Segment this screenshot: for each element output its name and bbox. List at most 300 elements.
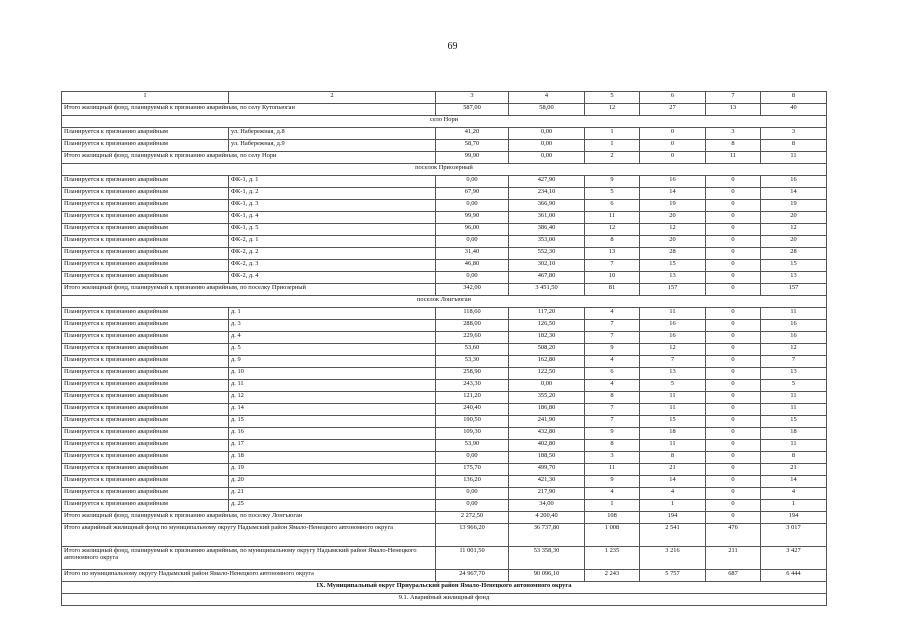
- value-cell: 8: [761, 140, 827, 152]
- category-cell: Планируется к признанию аварийным: [62, 344, 229, 356]
- value-cell: 19: [761, 200, 827, 212]
- table-row: [62, 380, 827, 392]
- value-cell: 46,80: [436, 260, 509, 272]
- value-cell: 11: [761, 152, 827, 164]
- category-cell: Планируется к признанию аварийным: [62, 308, 229, 320]
- value-cell: 7: [640, 356, 706, 368]
- total-row: [62, 104, 827, 116]
- address-cell: ФК-2, д. 4: [229, 272, 436, 284]
- value-cell: 0,00: [436, 176, 509, 188]
- total-label: Итого жилищный фонд, планируемый к признанию аварийным, по поселку Приозерный: [62, 284, 436, 296]
- value-cell: 552,30: [509, 248, 585, 260]
- value-cell: 11: [761, 404, 827, 416]
- address-cell: ФК-1, д. 5: [229, 224, 436, 236]
- category-cell: Планируется к признанию аварийным: [62, 464, 229, 476]
- value-cell: 508,20: [509, 344, 585, 356]
- value-cell: 11: [706, 152, 761, 164]
- value-cell: 476: [706, 524, 761, 547]
- value-cell: 175,70: [436, 464, 509, 476]
- table-row: [62, 464, 827, 476]
- value-cell: 0: [706, 452, 761, 464]
- value-cell: 4: [585, 488, 640, 500]
- value-cell: 11: [761, 440, 827, 452]
- value-cell: 11: [585, 212, 640, 224]
- category-cell: Планируется к признанию аварийным: [62, 128, 229, 140]
- value-cell: 1: [585, 500, 640, 512]
- value-cell: 53,90: [436, 440, 509, 452]
- address-cell: ФК-2, д. 3: [229, 260, 436, 272]
- value-cell: 8: [585, 392, 640, 404]
- value-cell: 11: [761, 308, 827, 320]
- table-body: [62, 92, 827, 606]
- value-cell: 1 235: [585, 547, 640, 570]
- value-cell: 6: [585, 368, 640, 380]
- value-cell: 28: [761, 248, 827, 260]
- value-cell: 5: [585, 188, 640, 200]
- value-cell: 11: [761, 392, 827, 404]
- value-cell: 90 096,10: [509, 570, 585, 582]
- value-cell: 0: [706, 284, 761, 296]
- value-cell: 3: [585, 452, 640, 464]
- value-cell: 427,90: [509, 176, 585, 188]
- column-number-cell: 4: [509, 92, 585, 104]
- value-cell: 31,40: [436, 248, 509, 260]
- value-cell: 3: [706, 128, 761, 140]
- address-cell: д. 17: [229, 440, 436, 452]
- value-cell: 6 444: [761, 570, 827, 582]
- value-cell: 8: [585, 440, 640, 452]
- value-cell: 0: [706, 356, 761, 368]
- section-heading: 9.1. Аварийный жилищный фонд: [62, 594, 827, 606]
- address-cell: ФК-1, д. 2: [229, 188, 436, 200]
- table-row: [62, 488, 827, 500]
- value-cell: 0: [706, 308, 761, 320]
- value-cell: 366,90: [509, 200, 585, 212]
- value-cell: 1 008: [585, 524, 640, 547]
- section-heading: село Нори: [62, 116, 827, 128]
- value-cell: 7: [585, 320, 640, 332]
- value-cell: 353,00: [509, 236, 585, 248]
- category-cell: Планируется к признанию аварийным: [62, 404, 229, 416]
- total-row: [62, 570, 827, 582]
- table-row: [62, 452, 827, 464]
- value-cell: 182,30: [509, 332, 585, 344]
- address-cell: ФК-1, д. 1: [229, 176, 436, 188]
- address-cell: д. 16: [229, 428, 436, 440]
- value-cell: 0: [706, 416, 761, 428]
- table-row: [62, 200, 827, 212]
- value-cell: 243,30: [436, 380, 509, 392]
- value-cell: 14: [761, 188, 827, 200]
- value-cell: 12: [761, 344, 827, 356]
- value-cell: 7: [761, 356, 827, 368]
- table-row: [62, 440, 827, 452]
- category-cell: Планируется к признанию аварийным: [62, 260, 229, 272]
- value-cell: 499,70: [509, 464, 585, 476]
- table-row: [62, 248, 827, 260]
- value-cell: 15: [761, 260, 827, 272]
- value-cell: 8: [585, 236, 640, 248]
- table-row: [62, 260, 827, 272]
- category-cell: Планируется к признанию аварийным: [62, 272, 229, 284]
- value-cell: 9: [585, 428, 640, 440]
- total-row: [62, 512, 827, 524]
- value-cell: 240,40: [436, 404, 509, 416]
- address-cell: д. 19: [229, 464, 436, 476]
- value-cell: 20: [640, 236, 706, 248]
- table-row: [62, 356, 827, 368]
- value-cell: 3 451,50: [509, 284, 585, 296]
- table-row: [62, 188, 827, 200]
- value-cell: 4: [585, 356, 640, 368]
- category-cell: Планируется к признанию аварийным: [62, 188, 229, 200]
- value-cell: 9: [585, 176, 640, 188]
- table-row: [62, 344, 827, 356]
- column-number-cell: 1: [62, 92, 229, 104]
- value-cell: 194: [640, 512, 706, 524]
- value-cell: 7: [585, 404, 640, 416]
- category-cell: Планируется к признанию аварийным: [62, 488, 229, 500]
- value-cell: 0: [706, 428, 761, 440]
- category-cell: Планируется к признанию аварийным: [62, 356, 229, 368]
- value-cell: 5: [640, 380, 706, 392]
- value-cell: 241,90: [509, 416, 585, 428]
- address-cell: д. 5: [229, 344, 436, 356]
- value-cell: 302,10: [509, 260, 585, 272]
- value-cell: 0: [706, 236, 761, 248]
- value-cell: 3: [761, 128, 827, 140]
- value-cell: 0,00: [436, 452, 509, 464]
- section-heading: поселок Лонгъюган: [62, 296, 827, 308]
- value-cell: 402,80: [509, 440, 585, 452]
- section-heading: поселок Приозерный: [62, 164, 827, 176]
- value-cell: 12: [585, 104, 640, 116]
- value-cell: 0,00: [436, 236, 509, 248]
- value-cell: 7: [585, 332, 640, 344]
- address-cell: ФК-1, д. 4: [229, 212, 436, 224]
- table-row: [62, 308, 827, 320]
- address-cell: ФК-1, д. 3: [229, 200, 436, 212]
- category-cell: Планируется к признанию аварийным: [62, 212, 229, 224]
- table-row: [62, 320, 827, 332]
- value-cell: 19: [640, 200, 706, 212]
- value-cell: 0,00: [436, 200, 509, 212]
- value-cell: 20: [640, 212, 706, 224]
- category-cell: Планируется к признанию аварийным: [62, 416, 229, 428]
- table-row: [62, 176, 827, 188]
- value-cell: 121,20: [436, 392, 509, 404]
- value-cell: 14: [640, 476, 706, 488]
- value-cell: 4: [761, 488, 827, 500]
- value-cell: 0: [706, 260, 761, 272]
- value-cell: 0: [706, 500, 761, 512]
- table-row: [62, 500, 827, 512]
- value-cell: 40: [761, 104, 827, 116]
- value-cell: 11: [640, 308, 706, 320]
- value-cell: 2 541: [640, 524, 706, 547]
- category-cell: Планируется к признанию аварийным: [62, 200, 229, 212]
- value-cell: 18: [640, 428, 706, 440]
- value-cell: 288,00: [436, 320, 509, 332]
- value-cell: 467,80: [509, 272, 585, 284]
- total-label: Итого жилищный фонд, планируемый к признанию аварийным, по муниципальному округу Надымский район Ямало-Ненецкого автономного округа: [62, 547, 436, 570]
- value-cell: 0: [706, 320, 761, 332]
- address-cell: ФК-2, д. 2: [229, 248, 436, 260]
- address-cell: д. 12: [229, 392, 436, 404]
- value-cell: 108: [585, 512, 640, 524]
- value-cell: 0: [706, 248, 761, 260]
- value-cell: 361,00: [509, 212, 585, 224]
- housing-fund-table: [61, 91, 827, 606]
- category-cell: Планируется к признанию аварийным: [62, 440, 229, 452]
- value-cell: 342,00: [436, 284, 509, 296]
- address-cell: ул. Набережная, д.8: [229, 128, 436, 140]
- value-cell: 18: [761, 428, 827, 440]
- category-cell: Планируется к признанию аварийным: [62, 320, 229, 332]
- total-label: Итого жилищный фонд, планируемый к признанию аварийным, по селу Нори: [62, 152, 436, 164]
- value-cell: 13: [761, 368, 827, 380]
- value-cell: 117,20: [509, 308, 585, 320]
- value-cell: 9: [585, 476, 640, 488]
- value-cell: 122,50: [509, 368, 585, 380]
- value-cell: 687: [706, 570, 761, 582]
- value-cell: 36 737,80: [509, 524, 585, 547]
- category-cell: Планируется к признанию аварийным: [62, 500, 229, 512]
- address-cell: д. 11: [229, 380, 436, 392]
- value-cell: 4: [585, 380, 640, 392]
- value-cell: 136,20: [436, 476, 509, 488]
- column-number-cell: 7: [706, 92, 761, 104]
- value-cell: 12: [640, 344, 706, 356]
- value-cell: 21: [640, 464, 706, 476]
- value-cell: 157: [761, 284, 827, 296]
- value-cell: 0: [706, 188, 761, 200]
- value-cell: 0: [640, 128, 706, 140]
- value-cell: 0: [706, 476, 761, 488]
- value-cell: 16: [761, 332, 827, 344]
- category-cell: Планируется к признанию аварийным: [62, 236, 229, 248]
- value-cell: 162,80: [509, 356, 585, 368]
- value-cell: 81: [585, 284, 640, 296]
- category-cell: Планируется к признанию аварийным: [62, 140, 229, 152]
- address-cell: д. 14: [229, 404, 436, 416]
- value-cell: 3 216: [640, 547, 706, 570]
- value-cell: 6: [585, 200, 640, 212]
- value-cell: 16: [640, 176, 706, 188]
- table-row: [62, 368, 827, 380]
- address-cell: д. 25: [229, 500, 436, 512]
- value-cell: 8: [761, 452, 827, 464]
- value-cell: 157: [640, 284, 706, 296]
- value-cell: 1: [640, 500, 706, 512]
- value-cell: 3 427: [761, 547, 827, 570]
- value-cell: 5 757: [640, 570, 706, 582]
- value-cell: 0: [706, 176, 761, 188]
- value-cell: 67,90: [436, 188, 509, 200]
- value-cell: 8: [640, 452, 706, 464]
- value-cell: 186,80: [509, 404, 585, 416]
- category-cell: Планируется к признанию аварийным: [62, 176, 229, 188]
- value-cell: 0: [706, 272, 761, 284]
- total-label: Итого по муниципальному округу Надымский район Ямало-Ненецкого автономного округа: [62, 570, 436, 582]
- section-heading-row: [62, 594, 827, 606]
- category-cell: Планируется к признанию аварийным: [62, 380, 229, 392]
- total-row: [62, 547, 827, 570]
- value-cell: 0: [640, 140, 706, 152]
- value-cell: 0: [706, 440, 761, 452]
- table-row: [62, 404, 827, 416]
- value-cell: 15: [640, 260, 706, 272]
- value-cell: 24 967,70: [436, 570, 509, 582]
- value-cell: 1: [585, 128, 640, 140]
- value-cell: 4 200,40: [509, 512, 585, 524]
- value-cell: 99,90: [436, 212, 509, 224]
- value-cell: 421,30: [509, 476, 585, 488]
- column-number-row: [62, 92, 827, 104]
- value-cell: 217,90: [509, 488, 585, 500]
- value-cell: 12: [585, 224, 640, 236]
- value-cell: 355,20: [509, 392, 585, 404]
- value-cell: 11: [640, 392, 706, 404]
- address-cell: ул. Набережная, д.9: [229, 140, 436, 152]
- value-cell: 229,60: [436, 332, 509, 344]
- value-cell: 10: [585, 272, 640, 284]
- section-heading-row: [62, 164, 827, 176]
- value-cell: 126,50: [509, 320, 585, 332]
- value-cell: 27: [640, 104, 706, 116]
- value-cell: 53 358,30: [509, 547, 585, 570]
- value-cell: 13: [706, 104, 761, 116]
- value-cell: 190,50: [436, 416, 509, 428]
- chapter-heading-row: [62, 582, 827, 594]
- table-row: [62, 128, 827, 140]
- value-cell: 0,00: [509, 128, 585, 140]
- category-cell: Планируется к признанию аварийным: [62, 332, 229, 344]
- table-row: [62, 428, 827, 440]
- chapter-heading: IX. Муниципальный округ Приуральский район Ямало-Ненецкого автономного округа: [62, 582, 827, 594]
- value-cell: 20: [761, 236, 827, 248]
- value-cell: 13: [640, 368, 706, 380]
- value-cell: 16: [761, 320, 827, 332]
- value-cell: 8: [706, 140, 761, 152]
- value-cell: 1: [585, 140, 640, 152]
- address-cell: ФК-2, д. 1: [229, 236, 436, 248]
- value-cell: 194: [761, 512, 827, 524]
- value-cell: 58,70: [436, 140, 509, 152]
- value-cell: 109,30: [436, 428, 509, 440]
- value-cell: 234,10: [509, 188, 585, 200]
- value-cell: 53,60: [436, 344, 509, 356]
- value-cell: 587,00: [436, 104, 509, 116]
- value-cell: 7: [585, 416, 640, 428]
- column-number-cell: 5: [585, 92, 640, 104]
- category-cell: Планируется к признанию аварийным: [62, 428, 229, 440]
- value-cell: 0: [706, 200, 761, 212]
- value-cell: 0: [706, 512, 761, 524]
- value-cell: 0: [706, 464, 761, 476]
- value-cell: 0: [706, 212, 761, 224]
- value-cell: 14: [761, 476, 827, 488]
- value-cell: 53,30: [436, 356, 509, 368]
- value-cell: 0,00: [436, 272, 509, 284]
- value-cell: 21: [761, 464, 827, 476]
- total-row: [62, 284, 827, 296]
- value-cell: 4: [585, 308, 640, 320]
- total-row: [62, 152, 827, 164]
- value-cell: 1: [761, 500, 827, 512]
- value-cell: 0: [706, 392, 761, 404]
- category-cell: Планируется к признанию аварийным: [62, 476, 229, 488]
- address-cell: д. 3: [229, 320, 436, 332]
- value-cell: 41,20: [436, 128, 509, 140]
- value-cell: 386,40: [509, 224, 585, 236]
- category-cell: Планируется к признанию аварийным: [62, 452, 229, 464]
- address-cell: д. 15: [229, 416, 436, 428]
- value-cell: 0: [706, 404, 761, 416]
- table-row: [62, 416, 827, 428]
- value-cell: 0,00: [509, 380, 585, 392]
- value-cell: 0: [706, 380, 761, 392]
- value-cell: 0: [640, 152, 706, 164]
- category-cell: Планируется к признанию аварийным: [62, 368, 229, 380]
- value-cell: 11: [585, 464, 640, 476]
- value-cell: 16: [640, 332, 706, 344]
- address-cell: д. 21: [229, 488, 436, 500]
- page-number: 69: [447, 41, 458, 52]
- value-cell: 20: [761, 212, 827, 224]
- category-cell: Планируется к признанию аварийным: [62, 248, 229, 260]
- value-cell: 0: [706, 488, 761, 500]
- value-cell: 188,50: [509, 452, 585, 464]
- value-cell: 9: [585, 344, 640, 356]
- address-cell: д. 18: [229, 452, 436, 464]
- value-cell: 99,90: [436, 152, 509, 164]
- value-cell: 13 966,20: [436, 524, 509, 547]
- value-cell: 432,80: [509, 428, 585, 440]
- value-cell: 12: [640, 224, 706, 236]
- value-cell: 15: [640, 416, 706, 428]
- table-row: [62, 212, 827, 224]
- value-cell: 211: [706, 547, 761, 570]
- value-cell: 34,00: [509, 500, 585, 512]
- value-cell: 11: [640, 440, 706, 452]
- value-cell: 0,00: [436, 488, 509, 500]
- total-row: [62, 524, 827, 547]
- value-cell: 13: [585, 248, 640, 260]
- total-label: Итого жилищный фонд, планируемый к признанию аварийным, по селу Кутопьюган: [62, 104, 436, 116]
- table-row: [62, 332, 827, 344]
- table-row: [62, 236, 827, 248]
- value-cell: 13: [640, 272, 706, 284]
- value-cell: 0: [706, 224, 761, 236]
- address-cell: д. 10: [229, 368, 436, 380]
- address-cell: д. 4: [229, 332, 436, 344]
- column-number-cell: 8: [761, 92, 827, 104]
- table-row: [62, 476, 827, 488]
- value-cell: 2 272,50: [436, 512, 509, 524]
- value-cell: 14: [640, 188, 706, 200]
- value-cell: 58,00: [509, 104, 585, 116]
- value-cell: 118,60: [436, 308, 509, 320]
- value-cell: 0: [706, 368, 761, 380]
- category-cell: Планируется к признанию аварийным: [62, 224, 229, 236]
- value-cell: 2 243: [585, 570, 640, 582]
- section-heading-row: [62, 296, 827, 308]
- value-cell: 0: [706, 344, 761, 356]
- address-cell: д. 20: [229, 476, 436, 488]
- value-cell: 16: [640, 320, 706, 332]
- column-number-cell: 3: [436, 92, 509, 104]
